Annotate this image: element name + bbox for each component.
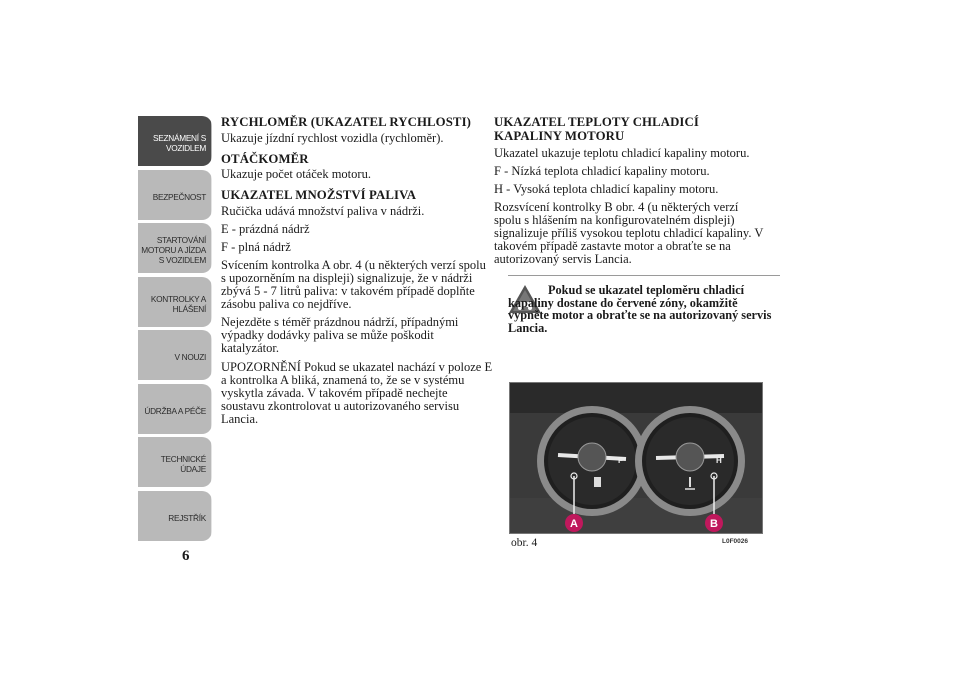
label-b: B [710,518,718,530]
tab-startovani[interactable]: STARTOVÁNÍ MOTORU A JÍZDA S VOZIDLEM [138,223,212,273]
coolant-text-3: H - Vysoká teplota chladicí kapaliny motoru. [494,182,719,196]
tab-seznameni[interactable]: SEZNÁMENÍ S VOZIDLEM [138,116,212,166]
figure-code: L0F0026 [722,538,749,545]
right-column [494,116,782,271]
fuel-text-4: Svícením kontrolka A obr. 4 (u některých verzí spolu s upozorněním na displeji) signalizuje, že v nádrži zbývá 5 - 7 litrů paliva: v takovém případě doplňte zásobu paliva co nejdříve. [221,257,486,311]
fuel-text-2: E - prázdná nádrž [221,221,310,236]
gauges-illustration [510,383,762,533]
tachometer-heading: OTÁČKOMĚR [221,151,309,166]
fuel-text-5: Nejezděte s téměř prázdnou nádrží, případnými výpadky dodávky paliva se může poškodit katalyzátor. [221,314,459,355]
tab-kontrolky[interactable]: KONTROLKY A HLÁŠENÍ [138,277,212,327]
fuel-text-3: F - plná nádrž [221,239,291,254]
page-number: 6 [182,548,190,564]
tab-bezpecnost[interactable]: BEZPEČNOST [138,170,212,220]
tab-rejstrik[interactable]: REJSTŘÍK [138,491,212,541]
warning-block [508,284,780,334]
coolant-text-1: Ukazatel ukazuje teplotu chladicí kapaliny motoru. [494,146,750,160]
tachometer-text: Ukazuje počet otáček motoru. [221,167,371,181]
coolant-text-2: F - Nízká teplota chladicí kapaliny motoru. [494,164,710,178]
instrument-cluster-figure [509,382,763,534]
chapter-tabs [138,116,212,544]
left-column [221,116,493,431]
tab-technicke[interactable]: TECHNICKÉ ÚDAJE [138,437,212,487]
tab-udrzba[interactable]: ÚDRŽBA A PÉČE [138,384,212,434]
fuel-pump-icon [594,477,601,487]
fuel-text-1: Ručička udává množství paliva v nádrži. [221,203,425,218]
coolant-text-4: Rozsvícení kontrolky B obr. 4 (u některých verzí spolu s hlášením na konfigurovatelném displeji) signalizuje příliš vysokou teplotu chladicí kapaliny. V takovém případě zastavte motor a obraťte se na autorizovaný servis Lancia. [494,200,764,266]
figure-caption: obr. 4 [511,537,538,549]
fuel-gauge-heading: UKAZATEL MNOŽSTVÍ PALIVA [221,188,417,202]
tab-v-nouzi[interactable]: V NOUZI [138,330,212,380]
speedometer-heading: RYCHLOMĚR (UKAZATEL RYCHLOSTI) [221,115,472,129]
gauge-h-mark: H [716,456,722,465]
fuel-text-6: UPOZORNĚNÍ Pokud se ukazatel nachází v poloze E a kontrolka A bliká, znamená to, že se v systému vyskytla závada. V takovém případě nechejte soustavu zkontrolovat u autorizovaného servisu Lancia. [221,359,493,426]
label-a: A [570,518,578,530]
warning-text: Pokud se ukazatel teploměru chladicí kapaliny dostane do červené zóny, okamžitě vypněte motor a obraťte se na autorizovaný servis Lancia. [508,283,772,335]
section-divider [508,275,780,276]
speedometer-text: Ukazuje jízdní rychlost vozidla (rychloměr). [221,130,444,145]
gauge-f-mark: F [618,456,623,465]
coolant-gauge-heading: UKAZATEL TEPLOTY CHLADICÍ KAPALINY MOTORU [494,115,699,143]
